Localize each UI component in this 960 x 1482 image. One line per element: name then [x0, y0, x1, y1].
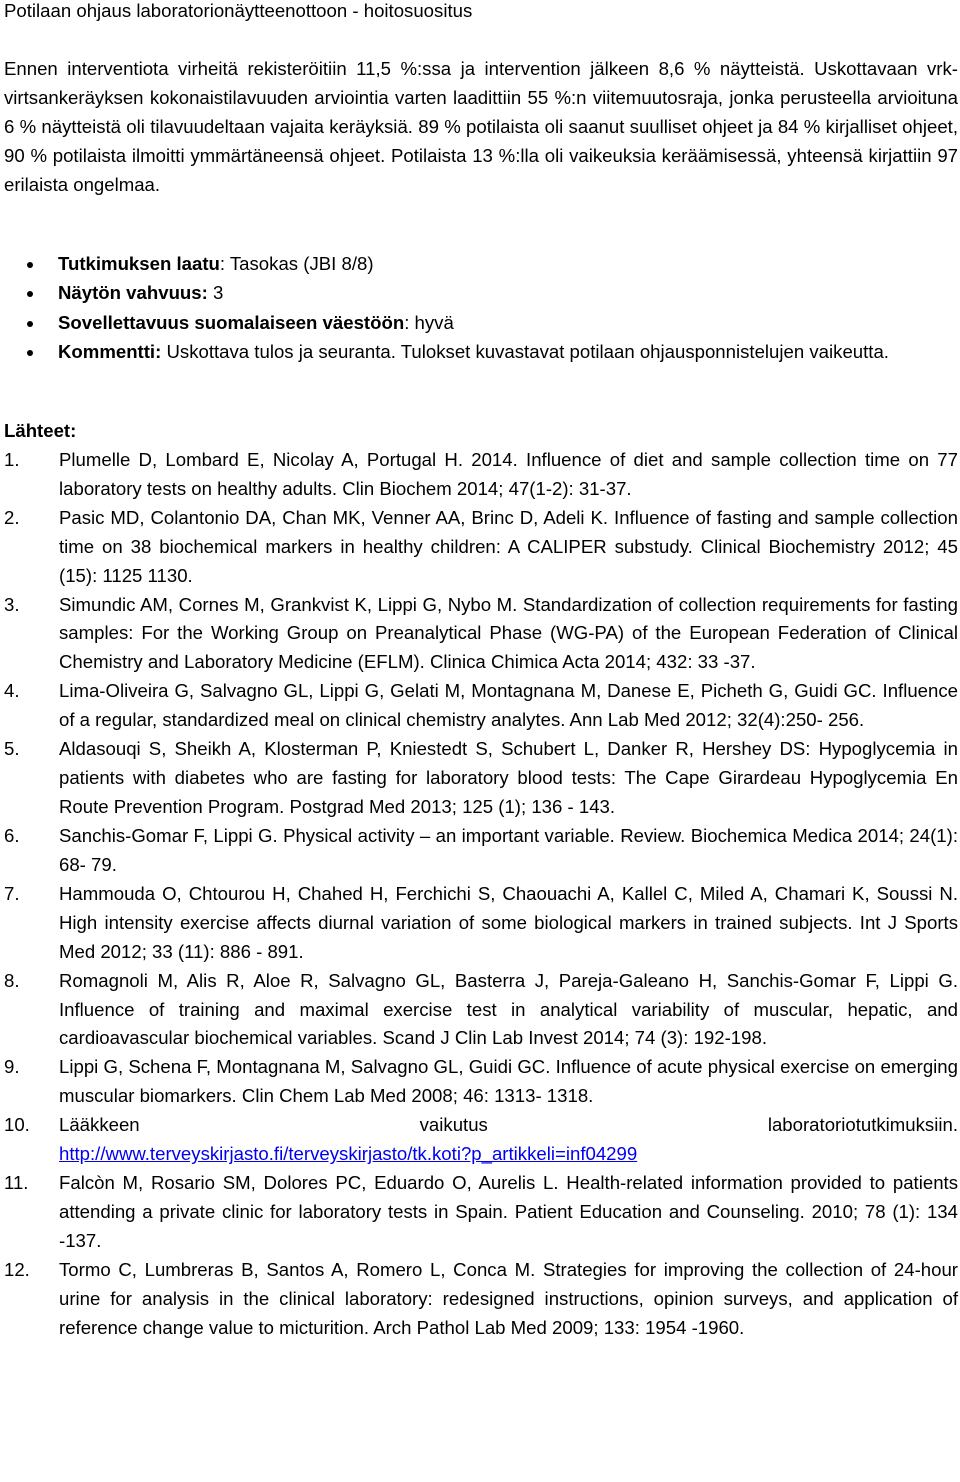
reference-item — [4, 1256, 958, 1342]
results-paragraph: Ennen interventiota virheitä rekisteröitiin 11,5 %:ssa ja intervention jälkeen 8,6 % näytteistä. Uskottavaan vrk-virtsankeräyksen kokonaistilavuuden arviointia varten laadittiin 55 %:n viitemuutosraja, jonka perusteella arvioituna 6 % näytteistä oli tilavuudeltaan vajaita keräyksiä. 89 % potilaista oli saanut suulliset ohjeet ja 84 % kirjalliset ohjeet, 90 % potilaista ilmoitti ymmärtäneensä ohjeet. Potilaista 13 %:lla oli vaikeuksia keräämisessä, yhteensä kirjattiin 97 erilaista ongelmaa. — [4, 58, 958, 195]
reference-number: 5. — [4, 738, 20, 760]
bullet-item-applicability: Sovellettavuus suomalaiseen väestöön: hyvä — [4, 308, 958, 337]
reference-item — [4, 1111, 958, 1169]
reference-text: Lima-Oliveira G, Salvagno GL, Lippi G, Gelati M, Montagnana M, Danese E, Picheth G, Guidi GC. Influence of a regular, standardized meal on clinical chemistry analytes. Ann Lab Med 2012; 32(4):250- 256. — [59, 680, 958, 731]
bullet-icon — [27, 262, 33, 268]
bullet-text: 3 — [212, 282, 224, 304]
bullet-text: Tasokas (JBI 8/8) — [229, 253, 374, 274]
reference-text: Simundic AM, Cornes M, Grankvist K, Lippi G, Nybo M. Standardization of collection requirements for fasting samples: For the Working Group on Preanalytical Phase (WG-PA) of the European Federation of Clinical Chemistry and Laboratory Medicine (EFLM). Clinica Chimica Acta 2014; 432: 33 -37. — [59, 593, 958, 673]
reference-number: 11. — [4, 1172, 29, 1194]
reference-text: Pasic MD, Colantonio DA, Chan MK, Venner AA, Brinc D, Adeli K. Influence of fasting and sample collection time on 38 biochemical markers in healthy children: A CALIPER substudy. Clinical Biochemistry 2012; 45 (15): 1125 1130. — [59, 506, 958, 586]
bullet-item-evidence — [4, 278, 958, 307]
reference-number: 7. — [4, 883, 20, 905]
reference-number: 8. — [4, 969, 20, 991]
bullet-icon — [27, 321, 33, 327]
reference-number: 2. — [4, 506, 20, 528]
reference-text: Sanchis-Gomar F, Lippi G. Physical activity – an important variable. Review. Biochemica Medica 2014; 24(1): 68- 79. — [59, 825, 958, 875]
bullet-item-comment — [4, 337, 958, 366]
reference-text: Lääkkeen vaikutus laboratoriotutkimuksiin. — [59, 1114, 958, 1136]
reference-text: Plumelle D, Lombard E, Nicolay A, Portugal H. 2014. Influence of diet and sample collection time on 77 laboratory tests on healthy adults. Clin Biochem 2014; 47(1-2): 31-37. — [59, 449, 958, 499]
reference-number: 10. — [4, 1114, 30, 1136]
bullet-text: hyvä — [414, 311, 454, 333]
bullet-icon — [27, 350, 33, 356]
reference-item — [4, 880, 958, 966]
reference-number: 6. — [4, 825, 20, 847]
reference-text: Falcòn M, Rosario SM, Dolores PC, Eduardo O, Aurelis L. Health-related information provided to patients attending a private clinic for laboratory tests in Spain. Patient Education and Counseling. 2010; 78 (1): 134 -137. — [59, 1172, 958, 1251]
reference-item — [4, 1169, 958, 1255]
reference-item — [4, 1053, 958, 1111]
bullet-icon — [27, 291, 33, 297]
reference-link[interactable]: http://www.terveyskirjasto.fi/terveyskirjasto/tk.koti?p_artikkeli=inf04299 — [59, 1143, 638, 1165]
reference-item — [4, 822, 958, 880]
reference-text: Tormo C, Lumbreras B, Santos A, Romero L, Conca M. Strategies for improving the collection of 24-hour urine for analysis in the clinical laboratory: redesigned instructions, opinion surveys, and application of reference change value to micturition. Arch Pathol Lab Med 2009; 133: 1954 -1960. — [59, 1259, 958, 1338]
reference-item — [4, 677, 958, 735]
document-title: Potilaan ohjaus laboratorionäytteenottoon - hoitosuositus — [4, 0, 473, 21]
reference-number: 4. — [4, 680, 20, 702]
reference-number: 9. — [4, 1056, 20, 1078]
references-list — [4, 446, 958, 1342]
bullet-text: Uskottava tulos ja seuranta. Tulokset kuvastavat potilaan ohjausponnistelujen vaikeutta. — [166, 341, 889, 363]
bullet-label: Kommentti: — [58, 341, 162, 363]
bullet-label: Tutkimuksen laatu — [58, 253, 220, 274]
reference-item — [4, 967, 958, 1053]
reference-item — [4, 735, 958, 821]
reference-item — [4, 504, 958, 590]
reference-text: Hammouda O, Chtourou H, Chahed H, Ferchichi S, Chaouachi A, Kallel C, Miled A, Chamari K, Soussi N. High intensity exercise affects diurnal variation of some biological markers in trained subjects. Int J Sports Med 2012; 33 (11): 886 - 891. — [59, 883, 958, 962]
reference-number: 1. — [4, 449, 20, 470]
reference-number: 12. — [4, 1259, 30, 1281]
reference-item — [4, 446, 958, 504]
bullet-label: Sovellettavuus suomalaiseen väestöön — [58, 311, 405, 333]
reference-item — [4, 591, 958, 677]
reference-text: Lippi G, Schena F, Montagnana M, Salvagno GL, Guidi GC. Influence of acute physical exercise on emerging muscular biomarkers. Clin Chem Lab Med 2008; 46: 1313- 1318. — [59, 1056, 958, 1107]
reference-text: Romagnoli M, Alis R, Aloe R, Salvagno GL, Basterra J, Pareja-Galeano H, Sanchis-Gomar F, Lippi G. Influence of training and maximal exercise test in analytical variability of muscular, hepatic, and cardioavascular biochemical variables. Scand J Clin Lab Invest 2014; 74 (3): 192-198. — [59, 969, 958, 1049]
reference-text: Aldasouqi S, Sheikh A, Klosterman P, Kniestedt S, Schubert L, Danker R, Hershey DS: Hypoglycemia in patients with diabetes who are fasting for laboratory blood tests: The Cape Girardeau Hypoglycemia En Route Prevention Program. Postgrad Med 2013; 125 (1); 136 - 143. — [59, 738, 958, 817]
references-heading: Lähteet: — [4, 420, 77, 441]
reference-number: 3. — [4, 593, 20, 615]
bullet-item-quality: Tutkimuksen laatu: Tasokas (JBI 8/8) — [4, 249, 958, 278]
bullet-label: Näytön vahvuus: — [58, 282, 208, 304]
evaluation-list — [4, 249, 958, 367]
